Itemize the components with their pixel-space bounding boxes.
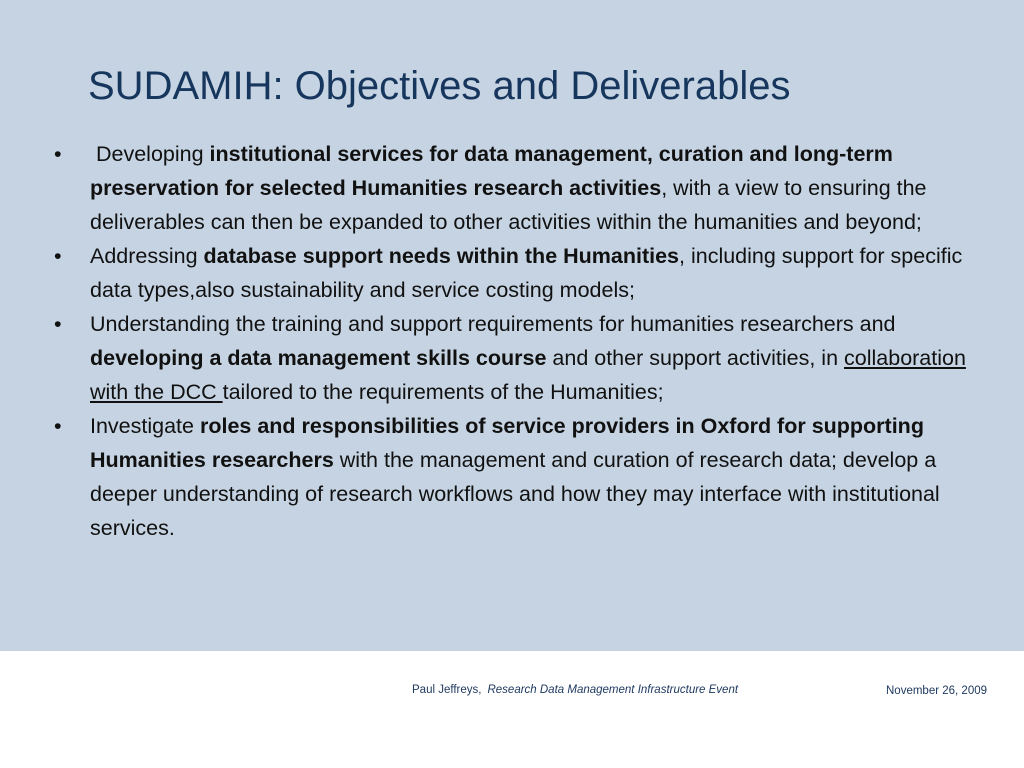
bullet-text: with the management and curation of research data; develop a deeper understanding of research workflows and how they may interface with institutional services. [90,448,940,540]
bullet-text: , with a view to ensuring the deliverables can then be expanded to other activities within the humanities and beyond; [90,176,927,234]
bullet-emphasis: database support needs within the Humanities [203,244,680,268]
slide-title: SUDAMIH: Objectives and Deliverables [88,64,791,108]
footer-date: November 26, 2009 [886,685,988,697]
objectives-bullet-list [52,137,987,545]
bullet-text: Investigate [90,414,200,438]
bullet-text: Addressing [90,244,204,268]
bullet-item-database-support [52,239,987,307]
bullet-marker: • [54,142,62,166]
bullet-marker: • [54,414,62,438]
dcc-collaboration-link[interactable]: collaboration with the DCC [90,346,966,404]
bullet-emphasis: roles and responsibilities of service providers in Oxford for supporting Humanities researchers [90,414,924,472]
bullet-text: tailored to the requirements of the Humanities; [222,380,664,404]
bullet-emphasis: developing a data management skills course [90,346,547,370]
bullet-marker: • [54,312,62,336]
bullet-marker: • [54,244,62,268]
presenter-name: Paul Jeffreys, [412,684,482,696]
bullet-item-training-support [52,307,987,409]
bullet-item-roles-responsibilities [52,409,987,545]
footer-presenter-event [412,684,738,696]
bullet-emphasis: institutional services for data management, curation and long-term preservation for selected Humanities research activities [90,142,893,200]
bullet-text: Developing [90,142,210,166]
bullet-item-institutional-services [52,137,987,239]
bullet-text: Understanding the training and support requirements for humanities researchers and [90,312,896,336]
bullet-text: and other support activities, in [546,346,845,370]
event-name: Research Data Management Infrastructure Event [487,684,739,696]
bullet-text: , including support for specific data types,also sustainability and service costing models; [90,244,963,302]
